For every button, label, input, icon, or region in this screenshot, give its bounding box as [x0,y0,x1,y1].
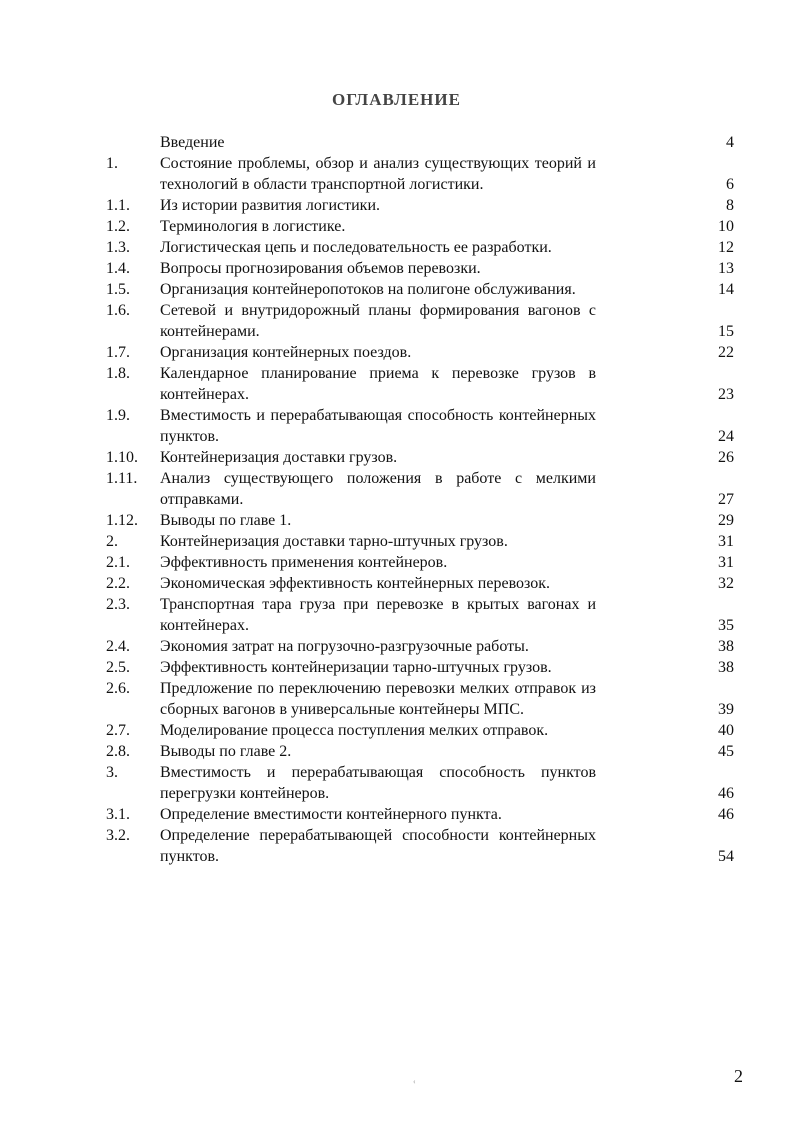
toc-entry-title: Терминология в логистике. [160,218,346,235]
toc-entry-number: 2.5. [106,659,130,676]
toc-entry-title: Вместимость и перерабатывающая способность пунктов перегрузки контейнеров. [160,764,596,802]
toc-entry-number: 1.3. [106,239,130,256]
toc-entry-title: Из истории развития логистики. [160,197,380,214]
toc-entry-title: Организация контейнерных поездов. [160,344,412,361]
toc-entry-number: 3. [106,764,118,781]
toc-entry [106,237,734,258]
toc-entry-title: Транспортная тара груза при перевозке в крытых вагонах и контейнерах. [160,596,596,634]
toc-entry-title: Состояние проблемы, обзор и анализ существующих теорий и технологий в области транспортной логистики. [160,155,596,193]
scan-speck: ‹ [413,1077,416,1086]
toc-entry-page: 15 [718,323,734,340]
toc-entry-number: 1.6. [106,302,130,319]
toc-entry-number: 1.4. [106,260,130,277]
toc-entry [106,741,734,762]
toc-entry [106,342,734,363]
toc-entry [106,258,734,279]
toc-entry [106,279,734,300]
toc-entry [106,447,734,468]
toc-entry-page: 45 [718,743,734,760]
toc-entry-number: 1.1. [106,197,130,214]
toc-entry [106,636,734,657]
toc-entry-number: 2. [106,533,118,550]
toc-entry-title: Введение [160,134,225,151]
toc-entry-title: Выводы по главе 2. [160,743,292,760]
toc-entry [106,153,734,195]
toc-entry-page: 14 [718,281,734,298]
toc-entry [106,573,734,594]
toc-entry [106,552,734,573]
toc-entry-title: Сетевой и внутридорожный планы формирования вагонов с контейнерами. [160,302,596,340]
toc-entry-title: Экономия затрат на погрузочно-разгрузочные работы. [160,638,529,655]
toc-entry-page: 38 [718,638,734,655]
toc-entry [106,132,734,153]
toc-entry-page: 31 [718,533,734,550]
toc-entry-title: Календарное планирование приема к перевозке грузов в контейнерах. [160,365,596,403]
toc-entry-title: Определение вместимости контейнерного пункта. [160,806,502,823]
toc-entry [106,300,734,342]
toc-entry-page: 46 [718,806,734,823]
toc-entry [106,510,734,531]
toc-entry [106,363,734,405]
toc-entry-title: Эффективность применения контейнеров. [160,554,448,571]
toc-entry [106,594,734,636]
page-number: 2 [734,1066,743,1086]
toc-entry-number: 2.2. [106,575,130,592]
toc-entry-page: 35 [718,617,734,634]
toc-entry [106,804,734,825]
toc-entry-page: 12 [718,239,734,256]
toc-entry-number: 1.9. [106,407,130,424]
toc-entry-page: 39 [718,701,734,718]
toc-entry-page: 29 [718,512,734,529]
toc-entry-page: 4 [726,134,734,151]
toc-entry-page: 38 [718,659,734,676]
toc-entry-title: Контейнеризация доставки грузов. [160,449,398,466]
toc-entry [106,195,734,216]
toc-entry [106,720,734,741]
toc-entry [106,216,734,237]
toc-entry-number: 1.8. [106,365,130,382]
toc-entry-number: 2.3. [106,596,130,613]
toc-entry-number: 1.10. [106,449,138,466]
toc-entry [106,678,734,720]
toc-entry-page: 26 [718,449,734,466]
toc-entry-page: 46 [718,785,734,802]
toc-entry-page: 10 [718,218,734,235]
toc-entry-number: 1. [106,155,118,172]
toc-entry-page: 31 [718,554,734,571]
toc-entry-number: 1.5. [106,281,130,298]
toc-entry-title: Предложение по переключению перевозки мелких отправок из сборных вагонов в универсальные контейнеры МПС. [160,680,596,718]
toc-entry-page: 6 [726,176,734,193]
toc-entry [106,531,734,552]
toc-entry [106,762,734,804]
toc-entry-title: Логистическая цепь и последовательность ее разработки. [160,239,552,256]
toc-entry-title: Выводы по главе 1. [160,512,292,529]
toc-entry-title: Контейнеризация доставки тарно-штучных грузов. [160,533,508,550]
toc-entry [106,405,734,447]
toc-entry-page: 23 [718,386,734,403]
toc-entry-page: 40 [718,722,734,739]
toc-entry-title: Экономическая эффективность контейнерных перевозок. [160,575,551,592]
toc-entry-title: Организация контейнеропотоков на полигоне обслуживания. [160,281,576,298]
toc-entry-number: 3.1. [106,806,130,823]
toc-entry-page: 22 [718,344,734,361]
toc-entry [106,468,734,510]
toc-entry-page: 24 [718,428,734,445]
toc-entry-number: 1.12. [106,512,138,529]
toc-entry-page: 54 [718,848,734,865]
toc-entry-title: Определение перерабатывающей способности контейнерных пунктов. [160,827,596,865]
toc-entry-number: 2.6. [106,680,130,697]
toc-entry-title: Вопросы прогнозирования объемов перевозки. [160,260,481,277]
toc-entry-number: 2.1. [106,554,130,571]
toc-entry [106,825,734,867]
toc-entry-title: Вместимость и перерабатывающая способность контейнерных пунктов. [160,407,596,445]
toc-entry-page: 13 [718,260,734,277]
toc-entry-title: Эффективность контейнеризации тарно-штучных грузов. [160,659,552,676]
page-title: ОГЛАВЛЕНИЕ [332,90,461,109]
toc-entry-title: Анализ существующего положения в работе с мелкими отправками. [160,470,596,508]
toc-entry-number: 2.8. [106,743,130,760]
toc-entry-number: 2.7. [106,722,130,739]
table-of-contents [106,132,734,867]
toc-entry [106,657,734,678]
toc-entry-number: 3.2. [106,827,130,844]
toc-entry-page: 27 [718,491,734,508]
toc-entry-page: 32 [718,575,734,592]
toc-entry-title: Моделирование процесса поступления мелких отправок. [160,722,549,739]
toc-entry-number: 1.2. [106,218,130,235]
toc-entry-number: 1.11. [106,470,138,487]
toc-entry-number: 2.4. [106,638,130,655]
toc-entry-page: 8 [726,197,734,214]
toc-entry-number: 1.7. [106,344,130,361]
